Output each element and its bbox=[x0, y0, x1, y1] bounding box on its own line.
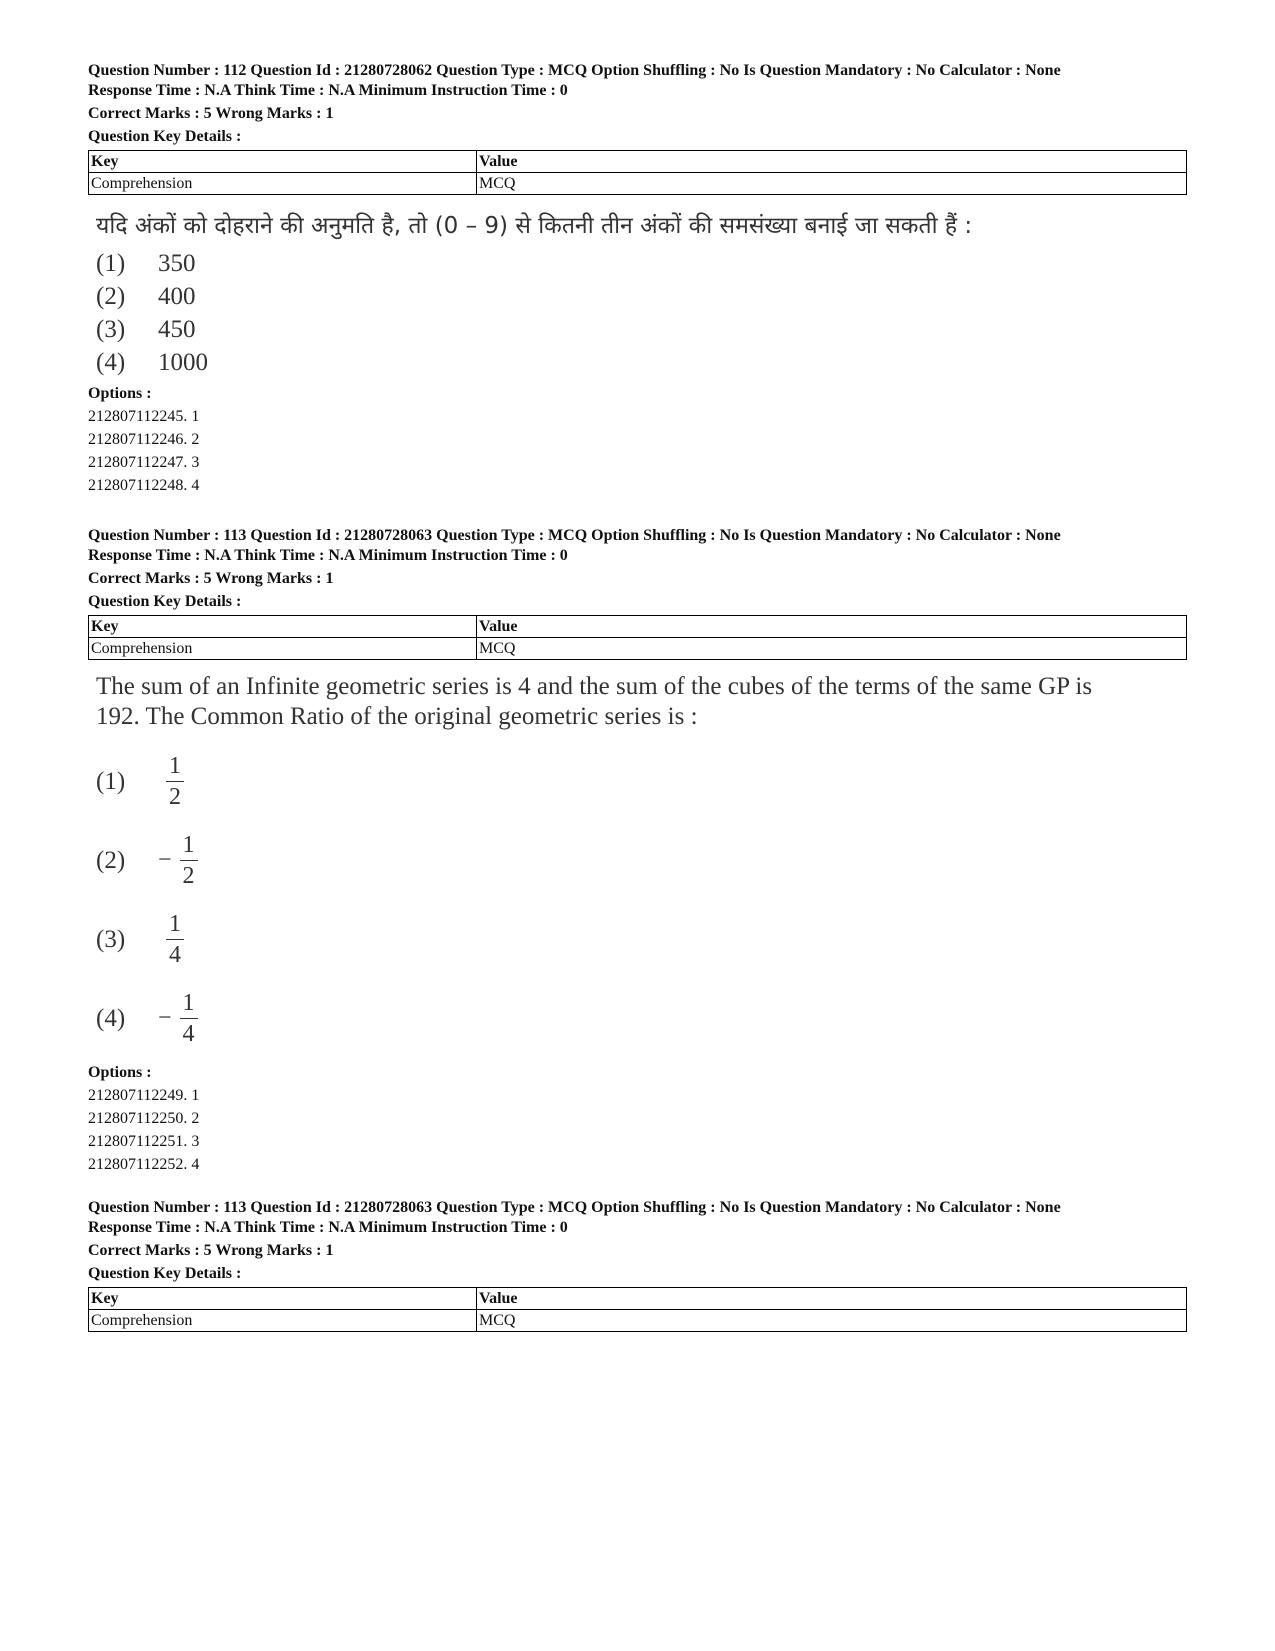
question-113-repeat-block bbox=[88, 1198, 1188, 1332]
fraction bbox=[158, 832, 198, 889]
fraction-stack bbox=[166, 911, 184, 968]
choice-number: (4) bbox=[96, 1004, 126, 1032]
key-cell: Comprehension bbox=[89, 173, 477, 195]
table-row bbox=[89, 1310, 1187, 1332]
key-cell: Comprehension bbox=[89, 638, 477, 660]
choice-number: (2) bbox=[96, 846, 126, 874]
choice-1 bbox=[96, 742, 1188, 821]
options-label: Options : bbox=[88, 385, 152, 402]
option-id: 212807112251. 3 bbox=[88, 1133, 200, 1150]
question-113-block bbox=[88, 526, 1188, 1176]
option-id: 212807112247. 3 bbox=[88, 454, 200, 471]
fraction-bar bbox=[180, 1018, 198, 1019]
choice-number: (3) bbox=[96, 315, 126, 343]
value-cell: MCQ bbox=[477, 638, 1187, 660]
denominator: 4 bbox=[182, 1021, 195, 1047]
key-header-cell: Key bbox=[89, 151, 477, 173]
choice-1 bbox=[96, 247, 1188, 280]
question-112-block bbox=[88, 61, 1188, 497]
key-details-label: Question Key Details : bbox=[88, 593, 242, 610]
key-details-table bbox=[88, 150, 1187, 195]
choice-number: (3) bbox=[96, 925, 126, 953]
denominator: 2 bbox=[169, 784, 181, 810]
fraction-bar bbox=[166, 781, 184, 782]
denominator: 2 bbox=[182, 863, 195, 889]
fraction-bar bbox=[166, 939, 184, 940]
numerator: 1 bbox=[169, 753, 181, 779]
numerator: 1 bbox=[182, 990, 195, 1016]
denominator: 4 bbox=[169, 942, 181, 968]
value-header-cell: Value bbox=[477, 1288, 1187, 1310]
value-header-cell: Value bbox=[477, 616, 1187, 638]
question-meta-line2: Response Time : N.A Think Time : N.A Minimum Instruction Time : 0 bbox=[88, 1219, 568, 1236]
numerator: 1 bbox=[182, 832, 195, 858]
fraction bbox=[158, 911, 184, 968]
option-id: 212807112249. 1 bbox=[88, 1087, 200, 1104]
key-details-label: Question Key Details : bbox=[88, 1265, 242, 1282]
choice-value: 1000 bbox=[158, 348, 208, 376]
choice-value: 450 bbox=[158, 315, 196, 343]
marks-line: Correct Marks : 5 Wrong Marks : 1 bbox=[88, 105, 334, 122]
minus-sign: − bbox=[158, 1005, 172, 1031]
question-image bbox=[96, 672, 1188, 1058]
choice-value: 400 bbox=[158, 282, 196, 310]
table-row bbox=[89, 173, 1187, 195]
choice-number: (4) bbox=[96, 348, 126, 376]
value-cell: MCQ bbox=[477, 1310, 1187, 1332]
marks-line: Correct Marks : 5 Wrong Marks : 1 bbox=[88, 570, 334, 587]
choice-3 bbox=[96, 313, 1188, 346]
key-details-table bbox=[88, 1287, 1187, 1332]
fraction bbox=[158, 990, 198, 1047]
option-id: 212807112252. 4 bbox=[88, 1156, 200, 1173]
choice-number: (2) bbox=[96, 282, 126, 310]
table-row bbox=[89, 638, 1187, 660]
options-label: Options : bbox=[88, 1064, 152, 1081]
question-text-line1: The sum of an Infinite geometric series is 4 and the sum of the cubes of the terms of the same GP is bbox=[96, 673, 1093, 700]
choice-4 bbox=[96, 346, 1188, 379]
fraction-bar bbox=[180, 860, 198, 861]
option-id: 212807112246. 2 bbox=[88, 431, 200, 448]
choice-number: (1) bbox=[96, 767, 126, 795]
choice-4 bbox=[96, 979, 1188, 1058]
choice-value: 350 bbox=[158, 249, 196, 277]
table-header-row bbox=[89, 616, 1187, 638]
marks-line: Correct Marks : 5 Wrong Marks : 1 bbox=[88, 1242, 334, 1259]
numerator: 1 bbox=[169, 911, 181, 937]
value-header-cell: Value bbox=[477, 151, 1187, 173]
choice-3 bbox=[96, 900, 1188, 979]
minus-sign: − bbox=[158, 847, 172, 873]
question-meta-line2: Response Time : N.A Think Time : N.A Minimum Instruction Time : 0 bbox=[88, 82, 568, 99]
key-details-table bbox=[88, 615, 1187, 660]
key-header-cell: Key bbox=[89, 616, 477, 638]
fraction bbox=[158, 753, 184, 810]
option-id: 212807112250. 2 bbox=[88, 1110, 200, 1127]
value-cell: MCQ bbox=[477, 173, 1187, 195]
key-details-label: Question Key Details : bbox=[88, 128, 242, 145]
fraction-stack bbox=[180, 990, 198, 1047]
key-cell: Comprehension bbox=[89, 1310, 477, 1332]
fraction-stack bbox=[180, 832, 198, 889]
question-meta-line2: Response Time : N.A Think Time : N.A Minimum Instruction Time : 0 bbox=[88, 547, 568, 564]
option-id: 212807112245. 1 bbox=[88, 408, 200, 425]
fraction-stack bbox=[166, 753, 184, 810]
question-meta-line1: Question Number : 112 Question Id : 21280728062 Question Type : MCQ Option Shuffling : No Is Question Mandatory : No Calculator : None bbox=[88, 62, 1061, 79]
table-header-row bbox=[89, 151, 1187, 173]
table-header-row bbox=[89, 1288, 1187, 1310]
choice-number: (1) bbox=[96, 249, 126, 277]
question-meta-line1: Question Number : 113 Question Id : 21280728063 Question Type : MCQ Option Shuffling : No Is Question Mandatory : No Calculator : None bbox=[88, 527, 1061, 544]
option-id: 212807112248. 4 bbox=[88, 477, 200, 494]
choice-2 bbox=[96, 280, 1188, 313]
key-header-cell: Key bbox=[89, 1288, 477, 1310]
question-meta-line1: Question Number : 113 Question Id : 21280728063 Question Type : MCQ Option Shuffling : No Is Question Mandatory : No Calculator : None bbox=[88, 1199, 1061, 1216]
question-text: यदि अंकों को दोहराने की अनुमति है, तो (0 – 9) से कितनी तीन अंकों की समसंख्या बनाई जा सकती हैं : bbox=[96, 213, 973, 239]
choice-2 bbox=[96, 821, 1188, 900]
question-image bbox=[96, 209, 1188, 379]
question-text-line2: 192. The Common Ratio of the original geometric series is : bbox=[96, 703, 698, 730]
